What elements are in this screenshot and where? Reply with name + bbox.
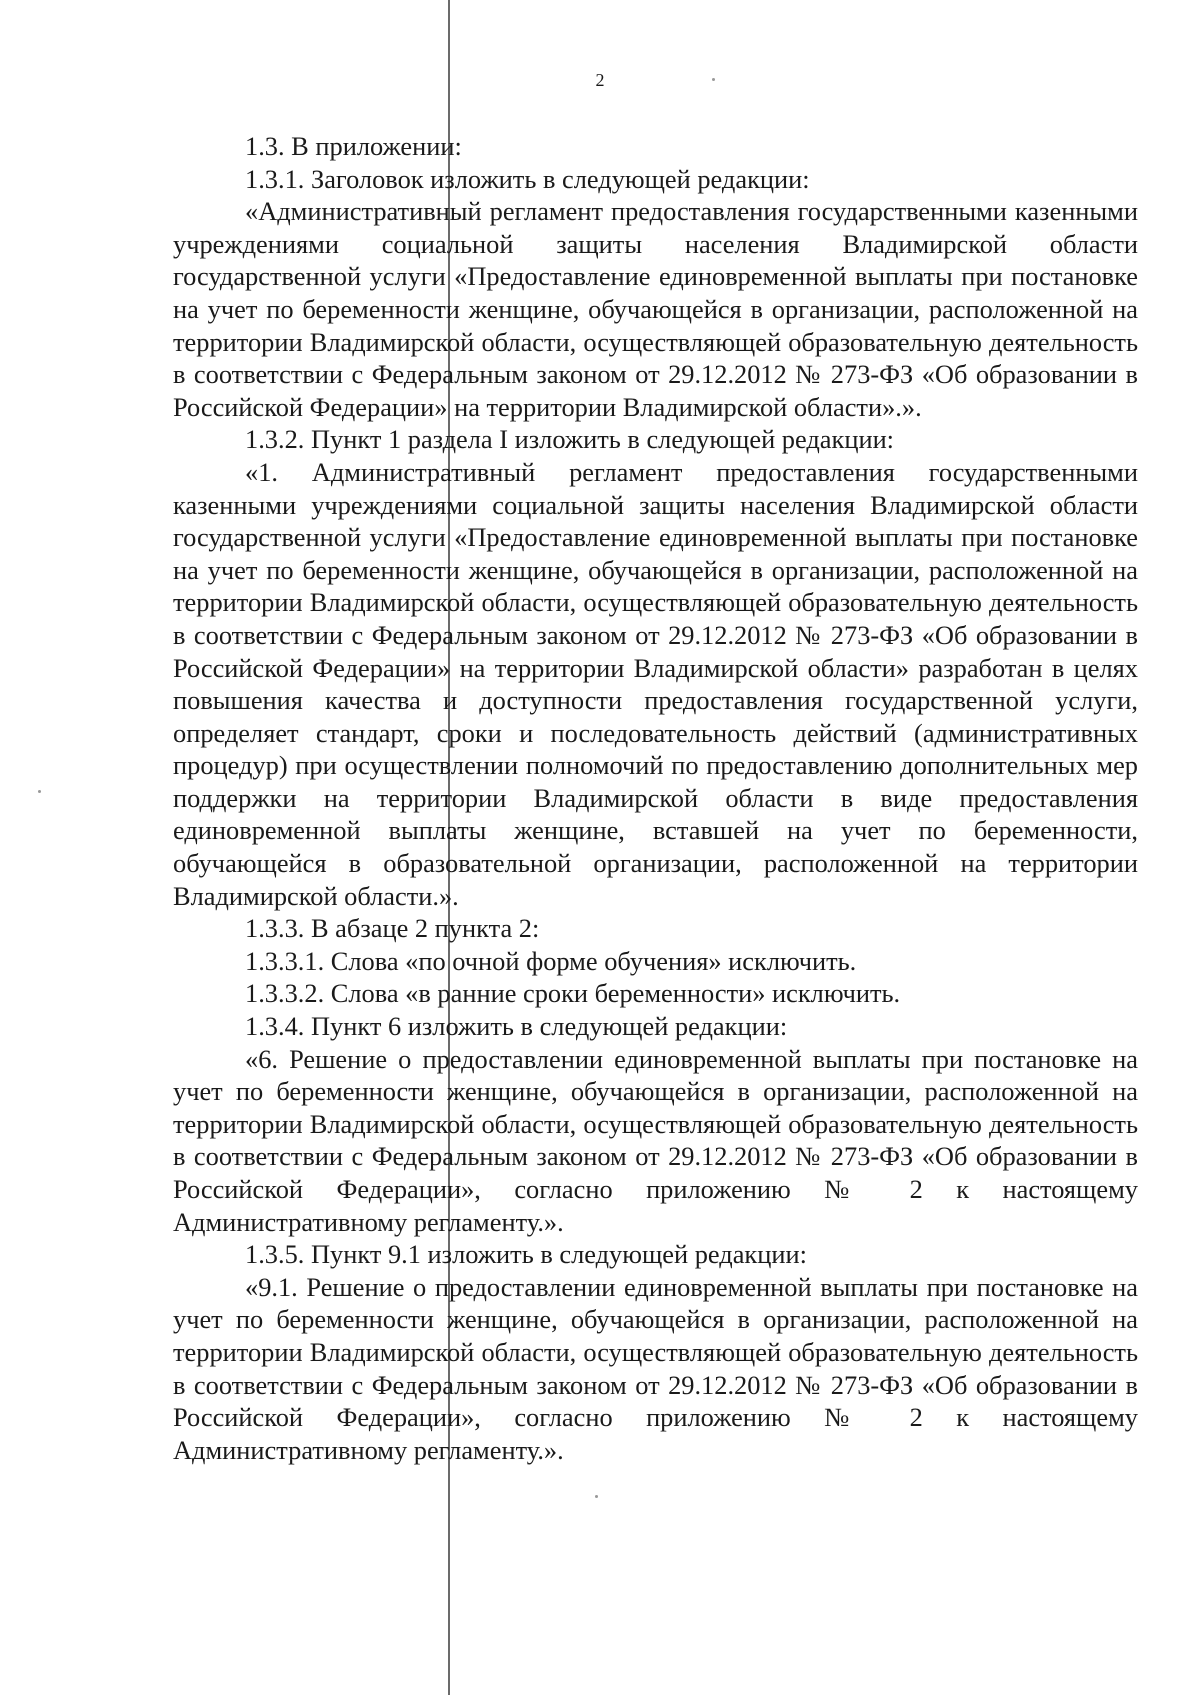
paragraph-1-3-1: 1.3.1. Заголовок изложить в следующей редакции: xyxy=(245,163,810,194)
page-number: 2 xyxy=(595,70,605,90)
scan-speck xyxy=(712,78,715,81)
paragraph-1-3-2: 1.3.2. Пункт 1 раздела I изложить в следующей редакции: xyxy=(245,424,895,455)
document-body xyxy=(173,130,1138,1466)
paragraph-title-text: «Административный регламент предоставления государственными казенными учреждениями социальной защиты населения Владимирской области государственной услуги «Предоставление единовременной выплаты при постановке на учет по беременности женщине, обучающейся в организации, расположенной на территории Владимирской области, осуществляющей образовательную деятельность в соответствии с Федеральным законом от 29.12.2012 № 273-ФЗ «Об образовании в Российской Федерации» на территории Владимирской области».». xyxy=(173,196,1138,422)
scan-speck xyxy=(38,790,41,793)
paragraph-1-3-3-2: 1.3.3.2. Слова «в ранние сроки беременности» исключить. xyxy=(245,978,901,1009)
paragraph-item-6-text: «6. Решение о предоставлении единовременной выплаты при постановке на учет по беременности женщине, обучающейся в организации, расположенной на территории Владимирской области, осуществляющей образовательную деятельность в соответствии с Федеральным законом от 29.12.2012 № 273-ФЗ «Об образовании в Российской Федерации», согласно приложению № 2 к настоящему Административному регламенту.». xyxy=(173,1043,1138,1237)
paragraph-1-3-5: 1.3.5. Пункт 9.1 изложить в следующей редакции: xyxy=(245,1239,807,1270)
paragraph-1-3: 1.3. В приложении: xyxy=(245,131,462,161)
paragraph-1-3-3-1: 1.3.3.1. Слова «по очной форме обучения» исключить. xyxy=(245,945,857,976)
paragraph-item-1-text: «1. Административный регламент предоставления государственными казенными учреждениями социальной защиты населения Владимирской области государственной услуги «Предоставление единовременной выплаты при постановке на учет по беременности женщине, обучающейся в организации, расположенной на территории Владимирской области, осуществляющей образовательную деятельность в соответствии с Федеральным законом от 29.12.2012 № 273-ФЗ «Об образовании в Российской Федерации» на территории Владимирской области» разработан в целях повышения качества и доступности предоставления государственной услуги, определяет стандарт, сроки и последовательность действий (административных процедур) при осуществлении полномочий по предоставлению дополнительных мер поддержки на территории Владимирской области в виде предоставления единовременной выплаты женщине, вставшей на учет по беременности, обучающейся в образовательной организации, расположенной на территории Владимирской области.». xyxy=(173,456,1138,911)
paragraph-1-3-3: 1.3.3. В абзаце 2 пункта 2: xyxy=(245,913,540,944)
paragraph-1-3-4: 1.3.4. Пункт 6 изложить в следующей редакции: xyxy=(245,1011,788,1042)
scan-speck xyxy=(595,1495,598,1498)
paragraph-item-9-1-text: «9.1. Решение о предоставлении единовременной выплаты при постановке на учет по беременности женщине, обучающейся в организации, расположенной на территории Владимирской области, осуществляющей образовательную деятельность в соответствии с Федеральным законом от 29.12.2012 № 273-ФЗ «Об образовании в Российской Федерации», согласно приложению № 2 к настоящему Административному регламенту.». xyxy=(173,1271,1138,1465)
